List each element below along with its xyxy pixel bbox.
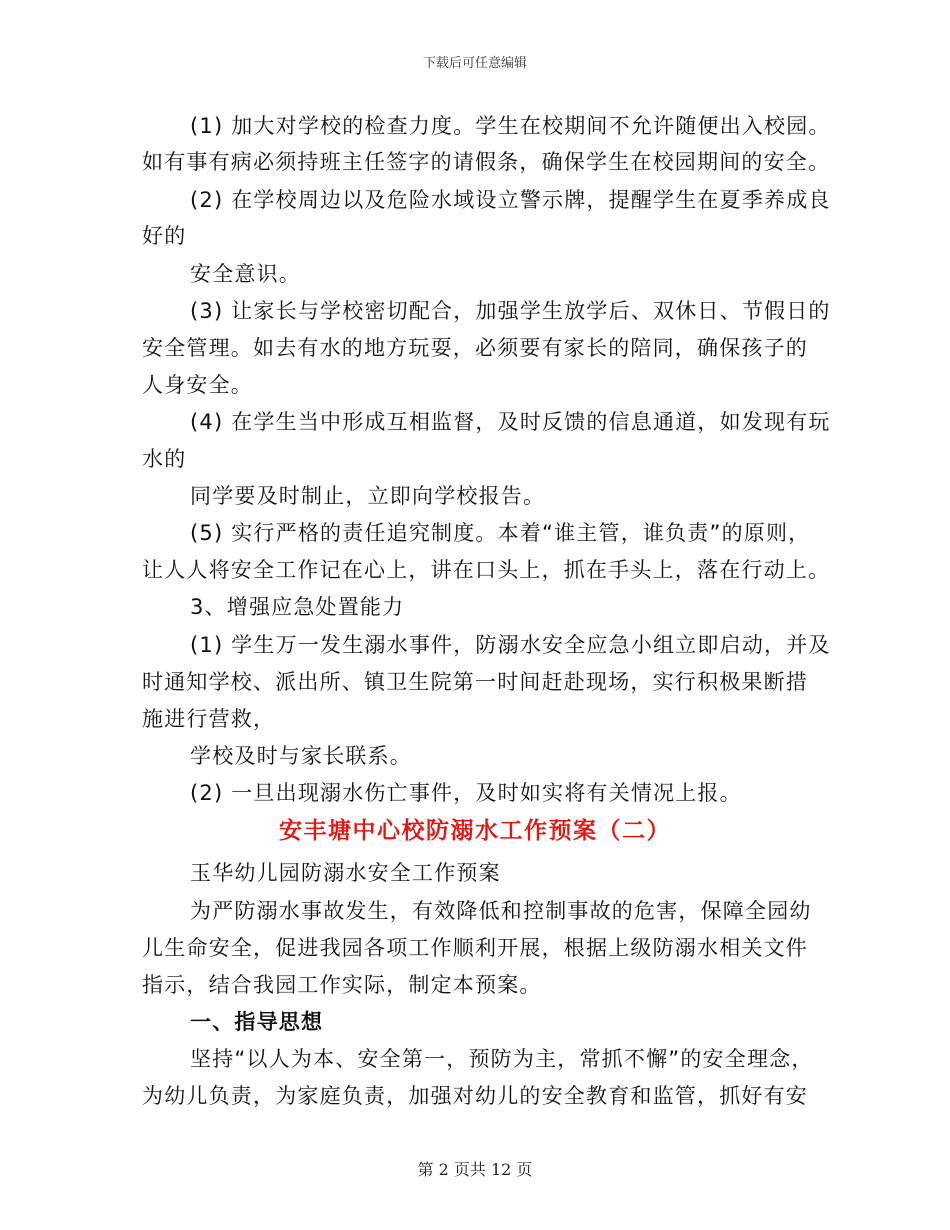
section-heading: 一、指导思想: [190, 1010, 324, 1034]
paragraph-line: (1) 学生万一发生溺水事件，防溺水安全应急小组立即启动，并及: [190, 633, 831, 657]
paragraph-line: 人身安全。: [142, 373, 253, 397]
paragraph-line: 好的: [142, 224, 187, 248]
paragraph-line: 水的: [142, 447, 187, 471]
paragraph-line: 坚持“以人为本、安全第一，预防为主，常抓不懈”的安全理念，: [190, 1047, 814, 1071]
document-title: 安丰塘中心校防溺水工作预案（二）: [279, 818, 671, 844]
paragraph-line: 安全意识。: [190, 262, 301, 286]
subtitle-line: 玉华幼儿园防溺水安全工作预案: [190, 861, 501, 885]
paragraph-line: (2) 在学校周边以及危险水域设立警示牌，提醒学生在夏季养成良: [190, 188, 831, 212]
paragraph-line: (1) 加大对学校的检查力度。学生在校期间不允许随便出入校园。: [190, 114, 831, 138]
paragraph-line: (4) 在学生当中形成互相监督，及时反馈的信息通道，如发现有玩: [190, 410, 831, 434]
paragraph-line: 儿生命安全，促进我园各项工作顺利开展，根据上级防溺水相关文件: [142, 936, 808, 960]
page-header: 下载后可任意编辑: [422, 56, 527, 71]
paragraph-line: 同学要及时制止，立即向学校报告。: [190, 484, 546, 508]
paragraph-line: 施进行营救，: [142, 707, 276, 731]
paragraph-line: (5) 实行严格的责任追究制度。本着“谁主管，谁负责”的原则，: [190, 521, 811, 545]
paragraph-line: 安全管理。如去有水的地方玩耍，必须要有家长的陪同，确保孩子的: [142, 336, 808, 360]
paragraph-line: 为严防溺水事故发生，有效降低和控制事故的危害，保障全园幼: [190, 899, 812, 923]
paragraph-line: 为幼儿负责，为家庭负责，加强对幼儿的安全教育和监管，抓好有安: [142, 1084, 808, 1108]
paragraph-line: (3) 让家长与学校密切配合，加强学生放学后、双休日、节假日的: [190, 299, 831, 323]
paragraph-line: 如有事有病必须持班主任签字的请假条，确保学生在校园期间的安全。: [142, 150, 831, 174]
paragraph-line: 让人人将安全工作记在心上，讲在口头上，抓在手头上，落在行动上。: [142, 558, 831, 582]
paragraph-line: (2) 一旦出现溺水伤亡事件，及时如实将有关情况上报。: [190, 781, 742, 805]
paragraph-line: 时通知学校、派出所、镇卫生院第一时间赶赴现场，实行积极果断措: [142, 670, 808, 694]
section-heading: 3、增强应急处置能力: [190, 595, 405, 619]
paragraph-line: 学校及时与家长联系。: [190, 744, 412, 768]
page-footer: 第 2 页共 12 页: [417, 1160, 533, 1179]
paragraph-line: 指示，结合我园工作实际，制定本预案。: [142, 973, 542, 997]
